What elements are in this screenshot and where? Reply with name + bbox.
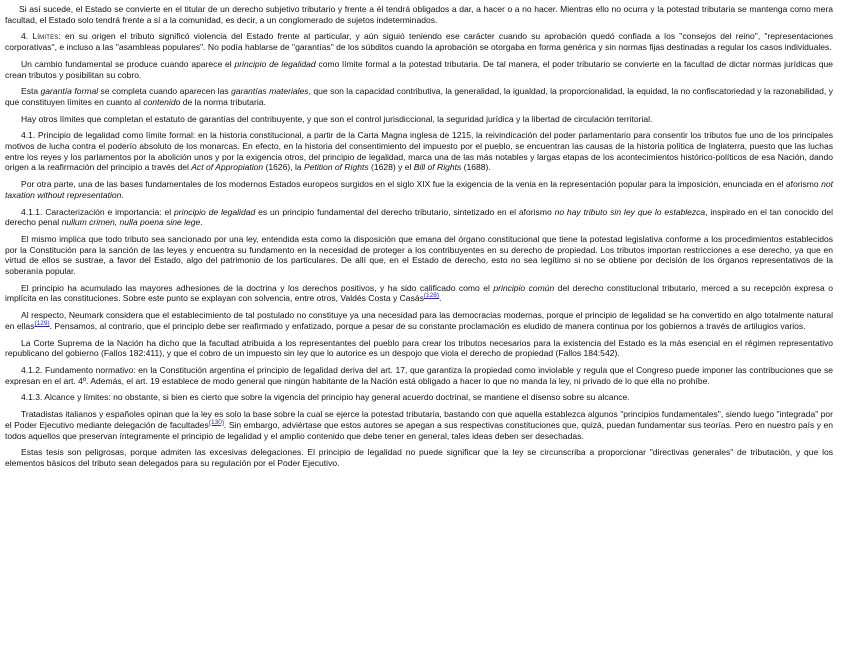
emphasis: Act of Appropiation <box>191 162 264 173</box>
text-segment: (1628) y el <box>368 162 414 173</box>
paragraph-text: : en su origen el tributo significó violencia del Estado frente al particular, y aún siguió teniendo ese carácter cuando su aprobación quedó confiada a los "consejos del reino", "representaciones corporativas", e incluso a las "asambleas populares". No podía hablarse de "garantías" de los súbditos cuando la aprobación se otorgaba en forma genérica y sin normas fijas destinadas a regular los casos individuales. <box>5 31 833 53</box>
paragraph <box>5 207 833 228</box>
paragraph: Estas tesis son peligrosas, porque admiten las excesivas delegaciones. El principio de legalidad no puede significar que la ley se circunscriba a proporcionar "directivas generales" de tributación, y que los elementos básicos del tributo sean delegados para su regulación por el Poder Ejecutivo. <box>5 447 833 468</box>
text-segment: de la norma tributaria. <box>180 96 266 107</box>
paragraph <box>5 179 833 200</box>
text-segment: El principio ha acumulado las mayores adhesiones de la doctrina y los derechos positivos, y ha sido calificado como el <box>21 282 494 293</box>
paragraph <box>5 310 833 331</box>
footnote-link[interactable]: (128) <box>423 292 440 300</box>
emphasis: contenido <box>143 96 181 107</box>
paragraph <box>5 86 833 107</box>
paragraph <box>5 59 833 80</box>
paragraph: 4.1.3. Alcance y límites: no obstante, si bien es cierto que sobre la vigencia del principio hay general acuerdo doctrinal, se mantiene el disenso sobre su alcance. <box>21 392 630 403</box>
text-segment: Tratadistas italianos y españoles opinan que la ley es solo la base sobre la cual se ejerce la potestad tributaria, bastando con que aquella establezca algunos "principios fundamentales", siendo luego "integrada" por el Poder Ejecutivo mediante delegación de facultades <box>5 409 833 430</box>
paragraph: Hay otros límites que completan el estatuto de garantías del contribuyente, y que son el control jurisdiccional, la seguridad jurídica y la libertad de circulación territorial. <box>21 113 653 124</box>
text-segment: Esta <box>21 86 41 97</box>
text-segment: 4.1.1. Caracterización e importancia: el <box>21 206 174 217</box>
text-segment: , inspirado en el tan conocido del derecho penal <box>5 206 834 228</box>
footnote-link[interactable]: (130) <box>208 418 224 426</box>
text-segment: del derecho constitucional tributario, merced a su recepción expresa o implícita en las constituciones. Sobre este punto se explayan con solvencia, entre otros, Valdés Costa y Casás <box>5 282 833 304</box>
text-segment: 4.1. Principio de legalidad como límite formal: en la historia constitucional, a partir de la Carta Magna inglesa de 1215, la reivindicación del poder parlamentario para consentir los tributos fue uno de los principales motivos de lucha contra el poderío absoluto de los monarcas. En efecto, en la historia del consentimiento del impuesto por el pueblo, se encuentran las causas de la historia política de Inglaterra, puesto que las luchas entre los reyes y los parlamentos por la abolición unos y por la exigencia otros, del principio de legalidad, marca una de las más notables y largas etapas de los acontecimientos histórico-políticos de esa Nación, dando origen a la reafirmación del principio a través del <box>5 130 833 173</box>
section-heading: Límites <box>32 31 59 42</box>
text-segment: . Pensamos, al contrario, que el principio debe ser reafirmado y enfatizado, porque a pesar de su constante proclamación es eludido de manera continua por los gobiernos a través de artilugios varios. <box>49 320 806 331</box>
text-segment: es un principio fundamental del derecho tributario, sintetizado en el aforismo <box>255 206 555 217</box>
paragraph <box>5 409 833 441</box>
text-segment: (1626), la <box>263 162 304 173</box>
emphasis: principio común <box>493 282 555 293</box>
emphasis: garantías materiales <box>231 86 309 97</box>
text-segment: . <box>121 189 124 200</box>
emphasis: not taxation without representation <box>5 179 833 200</box>
text-segment: se completa cuando aparecen las <box>98 86 232 97</box>
paragraph: 4.1.2. Fundamento normativo: en la Constitución argentina el principio de legalidad deriva del art. 17, que garantiza la propiedad como inviolable y regula que el Congreso puede imponer las contribuciones que se expresan en el art. 4º. Además, el art. 19 establece de modo general que ningún habitante de la Nación está obligado a hacer lo que no manda la ley, ni privado de lo que ella no prohíbe. <box>5 364 833 386</box>
paragraph: La Corte Suprema de la Nación ha dicho que la facultad atribuida a los representantes del pueblo para crear los tributos necesarios para la existencia del Estado es la más esencial en el régimen representativo republicano del gobierno (Fallos 182:411), y que el cobro de un impuesto sin ley que lo autorice es un despojo que viola el derecho de propiedad (Fallos 184:542). <box>5 337 833 359</box>
text-segment: Al respecto, Neumark considera que el establecimiento de tal postulado no constituye ya una necesidad para las democracias modernas, porque el principio de legalidad se ha convertido en algo totalmente natural en ellas <box>5 310 833 331</box>
text-segment: . Sin embargo, adviértase que estos autores se apegan a sus respectivas constituciones que, quizá, puedan fundamentar sus teorías. Pero en nuestro país y en todos aquellos que preservan íntegramente el principio de legalidad y el amplio contenido que debe tener en general, tales ideas deben ser desechadas. <box>5 419 833 441</box>
paragraph <box>5 283 833 304</box>
emphasis: garantía formal <box>40 86 99 97</box>
footnote-link[interactable]: (129) <box>34 319 50 327</box>
text-segment: Un cambio fundamental se produce cuando aparece el <box>21 58 235 69</box>
paragraph <box>5 130 833 173</box>
text-segment: . <box>439 293 442 304</box>
emphasis: no hay tributo sin ley que lo establezca <box>554 206 706 217</box>
text-segment: , que son la capacidad contributiva, la generalidad, la igualdad, la proporcionalidad, la equidad, la no confiscatoriedad y la razonabilidad, y que constituyen límites en cuanto al <box>5 86 834 107</box>
paragraph <box>5 31 833 52</box>
emphasis: Petition of Rights <box>304 162 369 173</box>
section-number: 4. <box>21 31 29 42</box>
paragraph: El mismo implica que todo tributo sea sancionado por una ley, entendida esta como la disposición que emana del órgano constitucional que tiene la potestad legislativa conforme a los procedimientos establecidos por la Constitución para la sanción de las leyes y encuentra su fundamento en la necesidad de proteger a los contribuyentes en su derecho de propiedad. Los tributos importan restricciones a ese derecho, ya que en virtud de ellos se sustrae, a favor del Estado, algo del patrimonio de los particulares. De allí que, en el Estado de derecho, esto no sea legítimo si no se obtiene por decisión de los órganos representativos de la soberanía popular. <box>5 233 833 277</box>
emphasis: nullum crimen, nulla poena sine lege <box>61 217 201 228</box>
emphasis: Bill of Rights <box>413 162 462 173</box>
emphasis: principio de legalidad <box>234 58 316 69</box>
text-segment: (1688). <box>461 162 491 173</box>
text-segment: . <box>200 217 203 228</box>
paragraph: Si así sucede, el Estado se convierte en el titular de un derecho subjetivo tributario y frente a él tendrá obligados a dar, a hacer o a no hacer. Mientras ello no ocurra y la potestad tributaria se mantenga como mera facultad, el Estado solo tendrá frente a sí a la comunidad, es decir, a un conglomerado de sujetos indeterminados. <box>5 4 833 25</box>
emphasis: principio de legalidad <box>173 206 256 217</box>
text-segment: Por otra parte, una de las bases fundamentales de los modernos Estados europeos surgidos en el siglo XIX fue la exigencia de la venia en la representación popular para la imposición, enunciada en el aforismo <box>21 179 822 190</box>
text-segment: como límite formal a la potestad tributaria. De tal manera, el poder tributario se convierte en la facultad de dictar normas jurídicas que crean tributos y posibilitan su cobro. <box>5 58 833 80</box>
